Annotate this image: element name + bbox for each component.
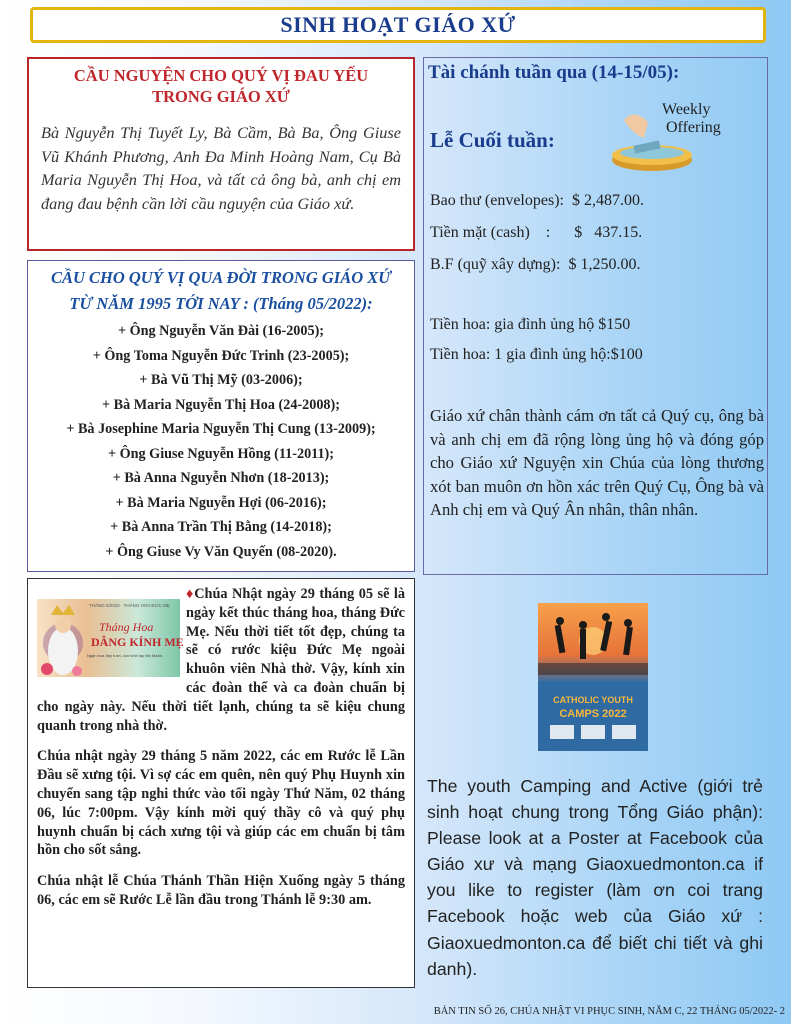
flowers-donation-1: Tiền hoa: gia đình ủng hộ $150 (430, 316, 631, 333)
image-top-text: THÁNG 5/2022 · THÁNG HOA ĐỨC MẸ (89, 603, 170, 608)
weekend-heading: Lễ Cuối tuần: (430, 128, 555, 152)
image-caption: Ngàn hoa đẹp tươi, con kính lạy Mẹ Maria (87, 653, 162, 658)
list-item: + Ông Giuse Vy Văn Quyến (08-2020). (105, 543, 337, 560)
announcement-2: Chúa nhật ngày 29 tháng 5 năm 2022, các em Rước lễ Lần Đầu sẽ xưng tội. Vì sợ các em quên, nên quý Phụ Huynh xin chuyển sang tập nghi thức vào tối ngày Thứ Năm, 02 tháng 06, lúc 7:00pm. Vậy kính mời quý thầy cô và quý phụ huynh chuẩn bị cách xưng tội và giúp các em chuẩn bị tâm hồn cho sốt sắng. (37, 748, 405, 859)
youth-camp-text: The youth Camping and Active (giới trẻ sinh hoạt chung trong Tổng Giáo phận): Please look at a Poster at Facebook của Giáo xư và mạng Giaoxuedmonton.ca if you like to register (làm ơn coi trang Facebook hoặc web của Giáo xứ : Giaoxuedmonton.ca để biết chi tiết và ghi danh). (427, 776, 763, 979)
sick-body-text: Bà Nguyễn Thị Tuyết Ly, Bà Cầm, Bà Ba, Ông Giuse Vũ Khánh Phương, Anh Đa Minh Hoàng Nam, Cụ Bà Maria Nguyễn Thị Hoa, và tất cả ông bà, anh chị em đang đau bệnh cần lời cầu nguyện của Giáo xứ. (41, 123, 401, 213)
list-item: + Bà Maria Nguyễn Hợi (06-2016); (115, 494, 327, 511)
youth-camp-poster (538, 603, 648, 751)
list-item: + Ông Nguyễn Văn Đài (16-2005); (117, 323, 325, 339)
image-title-line2: DÂNG KÍNH MẸ (91, 635, 184, 649)
deceased-prayer-box (27, 260, 415, 572)
page-title: SINH HOẠT GIÁO XỨ (30, 7, 766, 43)
cash-amount: Tiền mặt (cash) : $ 437.15. (430, 224, 643, 241)
weekly-offering-icon (604, 98, 721, 178)
footer-bulletin-info: BẢN TIN SỐ 26, CHÚA NHẬT VI PHỤC SINH, NĂM C, 22 THÁNG 05/2022- 2 (433, 1006, 785, 1017)
list-item: + Bà Maria Nguyễn Thị Hoa (24-2008); (102, 396, 340, 413)
flowers-donation-2: Tiền hoa: 1 gia đình ủng hộ:$100 (430, 346, 643, 363)
sick-heading-line1: CẦU NGUYỆN CHO QUÝ VỊ ĐAU YẾU (73, 66, 369, 85)
list-item: + Bà Vũ Thị Mỹ (03-2006); (139, 372, 303, 388)
finance-heading: Tài chánh tuần qua (14-15/05): (428, 62, 680, 83)
list-item: + Bà Anna Nguyễn Nhơn (18-2013); (112, 470, 330, 486)
announcement-1-text: Chúa Nhật ngày 29 tháng 05 sẽ là ngày kết thúc tháng hoa, tháng Đức Mẹ. Nếu thời tiết tốt đẹp, chúng ta sẽ có rước kiệu Đức Mẹ ngoài khuôn viên Nhà thờ. Vậy, kính xin các đoàn thể và ca đoàn chuẩn bị cho ngày này. Nếu thời tiết lạnh, chúng ta sẽ kiệu chung quanh trong nhà thờ. (37, 586, 406, 734)
image-title-line1: Tháng Hoa (99, 620, 154, 634)
list-item: + Bà Anna Trần Thị Bằng (14-2018); (110, 519, 332, 535)
list-item: + Ông Toma Nguyễn Đức Trinh (23-2005); (92, 347, 350, 364)
may-flowers-image (37, 599, 184, 677)
deceased-heading-line2: TỪ NĂM 1995 TỚI NAY : (Tháng 05/2022): (69, 294, 373, 313)
thanks-paragraph: Giáo xứ chân thành cám ơn tất cả Quý cụ, ông bà và anh chị em đã rộng lòng ủng hộ và đóng góp cho Giáo xứ Nguyện xin Chúa của lòng thương xót ban muôn ơn hồn xác trên Quý Cụ, Ông bà và Anh chị em và Quý Ân nhân, thân nhân. (430, 406, 764, 520)
icon-label-weekly: Weekly (662, 101, 711, 118)
list-item: + Ông Giuse Nguyễn Hồng (11-2011); (107, 445, 335, 462)
diamond-bullet-icon: ♦ (186, 586, 195, 602)
icon-label-offering: Offering (666, 119, 721, 136)
deceased-list (34, 319, 408, 564)
list-item: + Bà Josephine Maria Nguyễn Thị Cung (13-2009); (66, 421, 376, 437)
sick-heading-line2: TRONG GIÁO XỨ (152, 87, 290, 106)
deceased-heading-line1: CẦU CHO QUÝ VỊ QUA ĐỜI TRONG GIÁO XỨ (50, 268, 392, 287)
bf-amount: B.F (quỹ xây dựng): $ 1,250.00. (430, 256, 641, 273)
announcements-box (27, 578, 415, 988)
sick-prayer-box (27, 57, 415, 251)
announcement-3: Chúa nhật lễ Chúa Thánh Thần Hiện Xuống ngày 5 tháng 06, các em sẽ Rước Lễ lần đầu trong Thánh lễ 9:30 am. (37, 873, 405, 908)
poster-title-line2: CAMPS 2022 (559, 708, 627, 720)
finance-box (423, 57, 768, 575)
envelopes-amount: Bao thư (envelopes): $ 2,487.00. (430, 192, 644, 209)
poster-title-line1: CATHOLIC YOUTH (553, 695, 633, 705)
